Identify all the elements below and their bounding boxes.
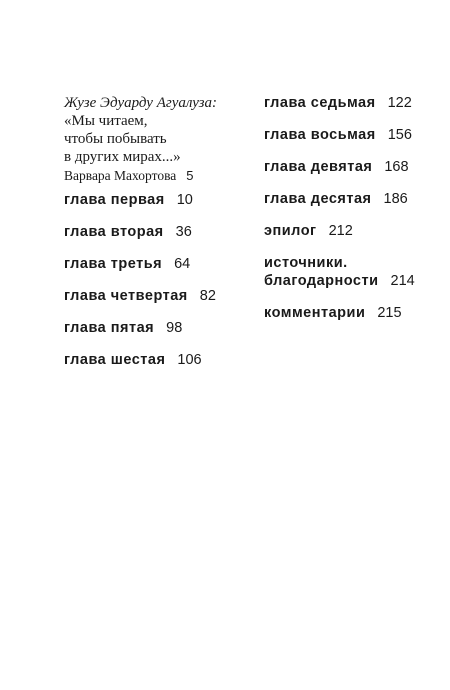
entry-page-number: 10 [176,192,193,208]
toc-entry-chapter-2[interactable] [64,223,254,241]
toc-intro-entry[interactable] [64,94,254,185]
toc-entry-chapter-6[interactable] [64,351,254,369]
entry-page-number: 98 [166,320,183,336]
entry-label: комментарии [264,305,366,321]
entry-label: глава первая [64,192,165,208]
entry-page-number: 106 [177,352,202,368]
toc-entry-comments[interactable] [264,304,439,322]
toc-entry-chapter-10[interactable] [264,190,439,208]
toc-entry-chapter-1[interactable] [64,191,254,209]
intro-byline-row [64,167,254,185]
entry-label-line2: благодарности [264,273,379,289]
entry-page-number: 212 [328,223,353,239]
toc-entry-chapter-3[interactable] [64,255,254,273]
intro-byline: Варвара Махортова [64,168,177,183]
entry-label: глава восьмая [264,127,376,143]
entry-label: глава четвертая [64,288,188,304]
entry-label-line1: источники. [264,255,348,271]
intro-title-line: «Мы читаем, [64,113,148,129]
intro-title-line: чтобы побывать [64,131,167,147]
toc-entry-chapter-4[interactable] [64,287,254,305]
toc-right-column [264,94,439,336]
toc-entry-chapter-9[interactable] [264,158,439,176]
entry-page-number: 186 [383,191,408,207]
toc-entry-chapter-8[interactable] [264,126,439,144]
entry-label: эпилог [264,223,317,239]
entry-label: глава десятая [264,191,372,207]
entry-page-number: 36 [175,224,192,240]
toc-entry-epilogue[interactable] [264,222,439,240]
entry-page-number: 122 [387,95,412,111]
entry-page-number: 82 [199,288,216,304]
entry-label: глава третья [64,256,163,272]
entry-label: глава вторая [64,224,164,240]
intro-page-number: 5 [186,168,194,183]
entry-page-number: 64 [174,256,191,272]
entry-label: глава седьмая [264,95,376,111]
entry-label: глава шестая [64,352,166,368]
toc-entry-chapter-5[interactable] [64,319,254,337]
entry-page-number: 168 [384,159,409,175]
toc-entry-chapter-7[interactable] [264,94,439,112]
intro-author: Жузе Эдуарду Агуалуза: [64,95,218,111]
intro-title-line: в других мирах...» [64,149,181,165]
toc-entry-sources[interactable] [264,254,439,290]
entry-page-number: 156 [387,127,412,143]
entry-page-number: 214 [390,273,415,289]
entry-label: глава пятая [64,320,155,336]
toc-left-column [64,94,254,383]
entry-label: глава девятая [264,159,373,175]
entry-page-number: 215 [377,305,402,321]
